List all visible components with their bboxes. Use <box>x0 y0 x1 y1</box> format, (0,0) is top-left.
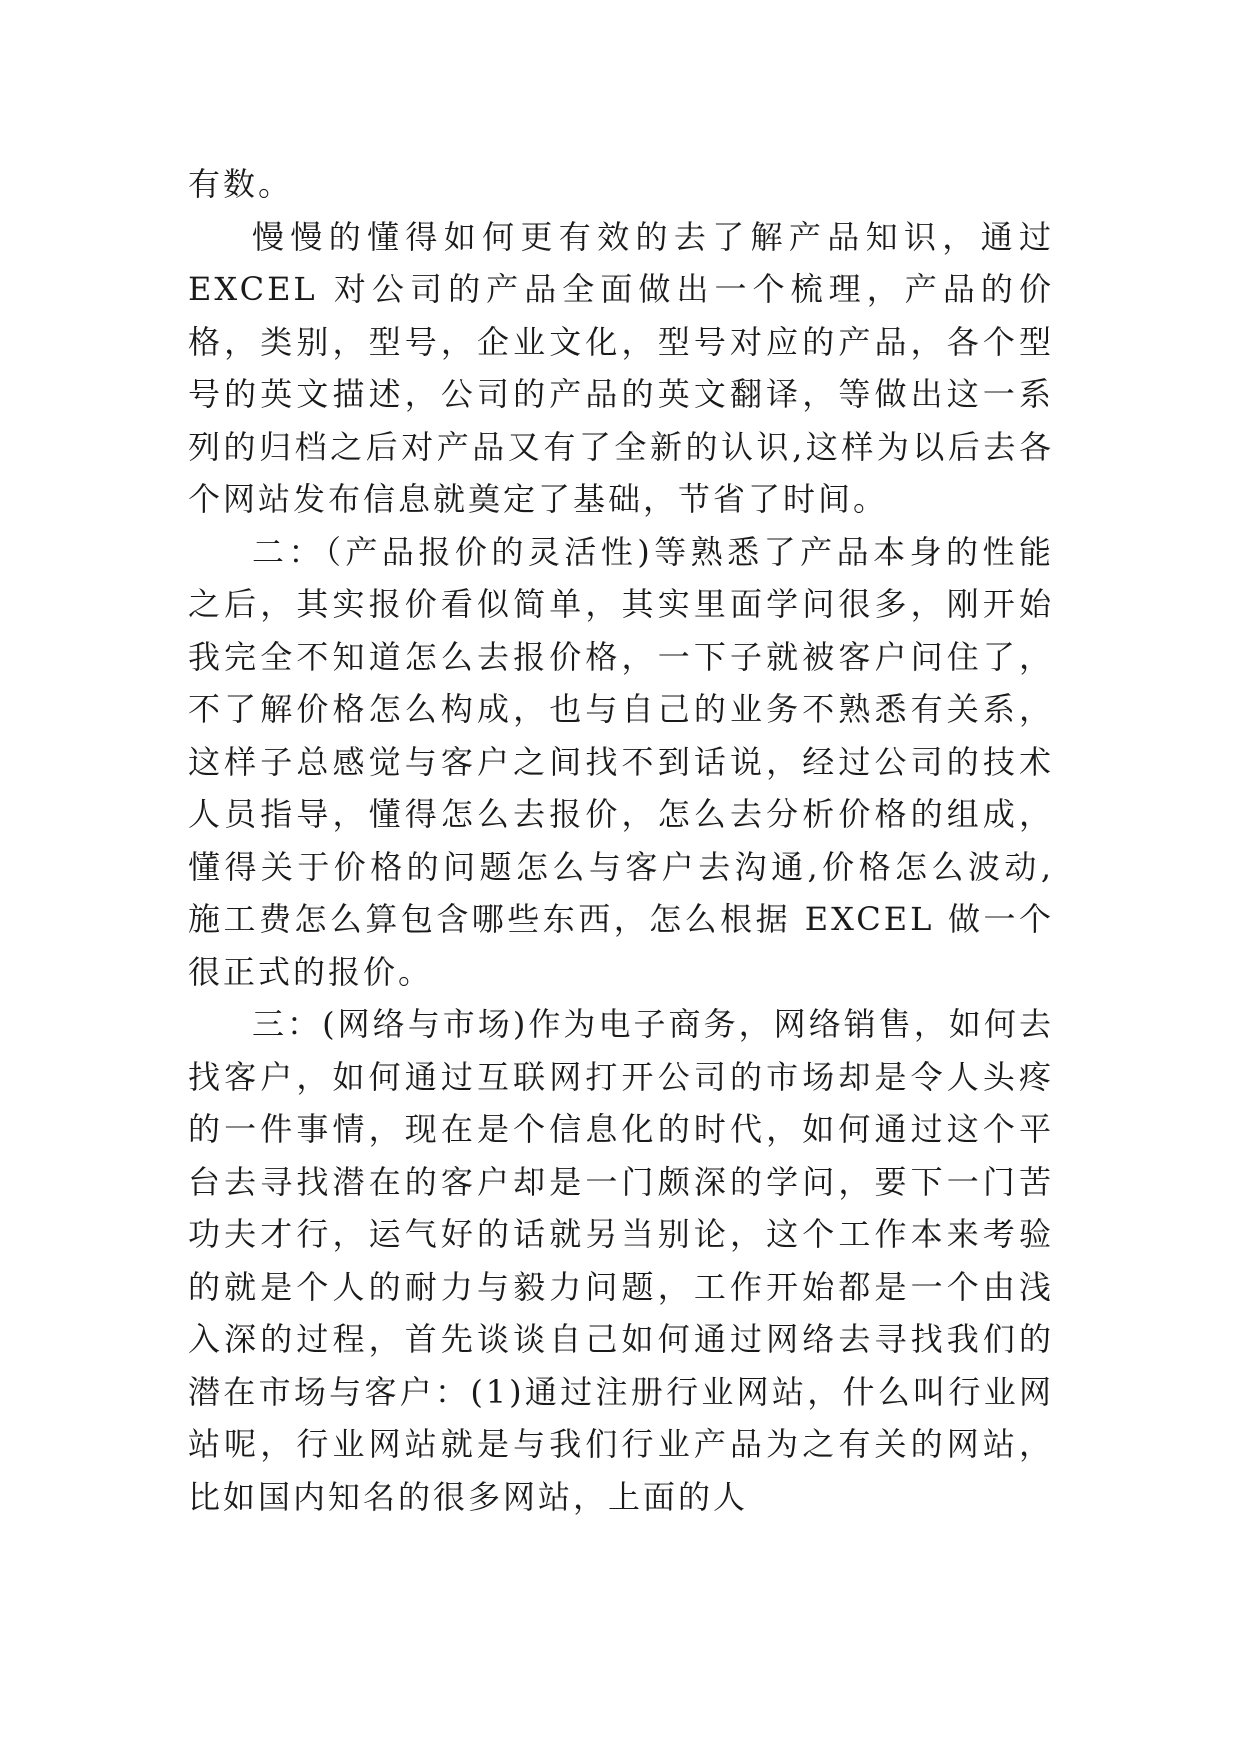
paragraph-network-and-market: 三：(网络与市场)作为电子商务，网络销售，如何去找客户，如何通过互联网打开公司的市场却是令人头疼的一件事情，现在是个信息化的时代，如何通过这个平台去寻找潜在的客户却是一门颇深的学问，要下一门苦功夫才行，运气好的话就另当别论，这个工作本来考验的就是个人的耐力与毅力问题，工作开始都是一个由浅入深的过程，首先谈谈自己如何通过网络去寻找我们的潜在市场与客户：(1)通过注册行业网站，什么叫行业网站呢，行业网站就是与我们行业产品为之有关的网站，比如国内知名的很多网站，上面的人 <box>188 1005 1054 1516</box>
paragraph-product-knowledge: 慢慢的懂得如何更有效的去了解产品知识，通过 EXCEL 对公司的产品全面做出一个梳理，产品的价格，类别，型号，企业文化，型号对应的产品，各个型号的英文描述，公司的产品的英文翻译，等做出这一系列的归档之后对产品又有了全新的认识,这样为以后去各个网站发布信息就奠定了基础，节省了时间。 <box>188 217 1054 518</box>
paragraph-continuation: 有数。 <box>188 165 294 203</box>
body-text <box>188 158 1054 1523</box>
paragraph-quotation-flexibility: 二：（产品报价的灵活性)等熟悉了产品本身的性能之后，其实报价看似简单，其实里面学问很多，刚开始我完全不知道怎么去报价格，一下子就被客户问住了，不了解价格怎么构成，也与自己的业务不熟悉有关系，这样子总感觉与客户之间找不到话说，经过公司的技术人员指导，懂得怎么去报价，怎么去分析价格的组成，懂得关于价格的问题怎么与客户去沟通,价格怎么波动,施工费怎么算包含哪些东西，怎么根据 EXCEL 做一个很正式的报价。 <box>188 532 1054 991</box>
